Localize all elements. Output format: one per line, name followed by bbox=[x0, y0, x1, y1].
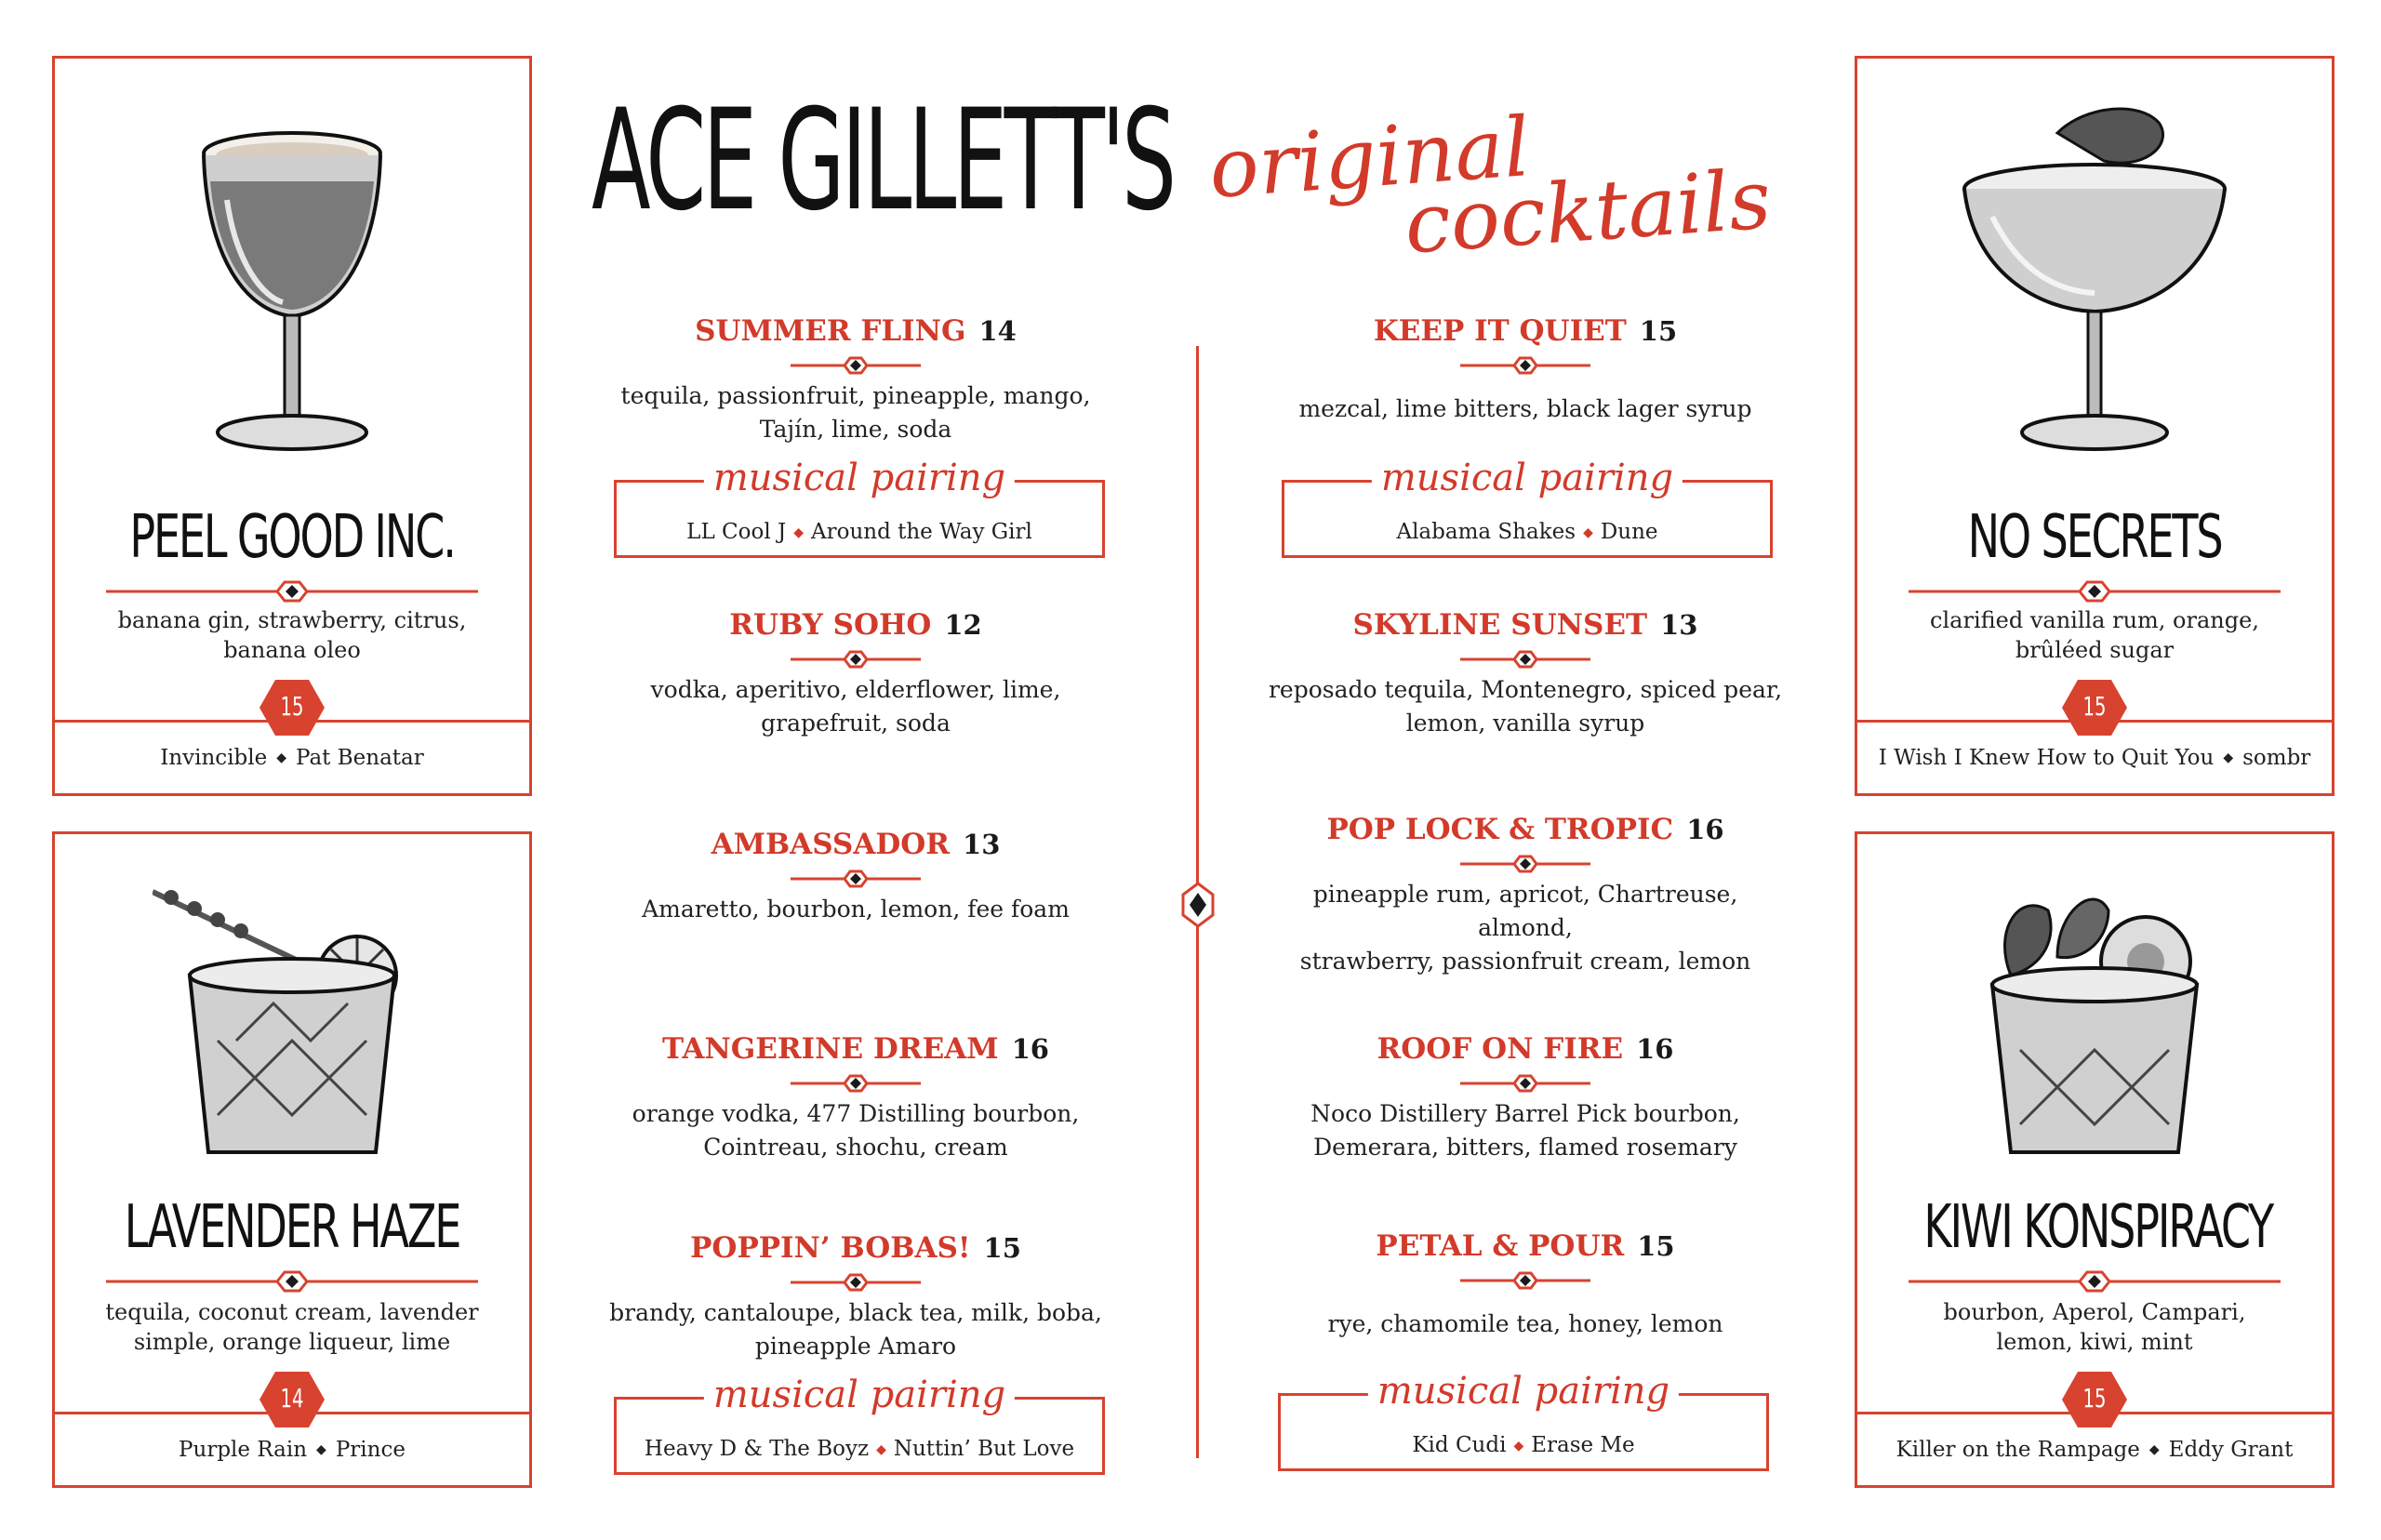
price-badge: 15 bbox=[259, 680, 325, 736]
card-description: clarified vanilla rum, orange, brûléed sugar bbox=[1930, 607, 2259, 663]
card-song-pairing: Killer on the Rampage ◆ Eddy Grant bbox=[1857, 1412, 2332, 1485]
menu-item-petal-pour: PETAL & POUR 15 rye, chamomile tea, honey, lemon bbox=[1327, 1229, 1723, 1337]
ornament-divider-icon bbox=[1909, 578, 2281, 605]
ornament-divider-icon bbox=[106, 1268, 478, 1295]
price-badge: 15 bbox=[2062, 680, 2127, 736]
ornament-divider-icon bbox=[1460, 1268, 1590, 1293]
menu-item-tangerine-dream: TANGERINE DREAM 16 orange vodka, 477 Distilling bourbon, Cointreau, shochu, cream bbox=[632, 1032, 1080, 1161]
rocks-glass-kiwi-icon bbox=[1955, 873, 2234, 1171]
menu-item-keep-it-quiet: KEEP IT QUIET 15 mezcal, lime bitters, black lager syrup bbox=[1298, 314, 1752, 422]
card-description: bourbon, Aperol, Campari, lemon, kiwi, mint bbox=[1943, 1299, 2246, 1355]
ornament-divider-icon bbox=[791, 647, 921, 671]
ornament-divider-icon bbox=[106, 578, 478, 605]
ornament-divider-icon bbox=[791, 867, 921, 891]
rocks-glass-lavender-icon bbox=[153, 873, 432, 1171]
ornament-divider-icon bbox=[1460, 353, 1590, 378]
card-song-pairing: Invincible ◆ Pat Benatar bbox=[55, 720, 529, 793]
card-kiwi-konspiracy bbox=[1855, 831, 2334, 1488]
card-lavender-haze bbox=[52, 831, 532, 1488]
menu-item-ambassador: AMBASSADOR 13 Amaretto, bourbon, lemon, fee foam bbox=[642, 828, 1070, 923]
ornament-divider-icon bbox=[1460, 852, 1590, 876]
musical-pairing-box: musical pairing Kid Cudi ◆ Erase Me bbox=[1278, 1393, 1769, 1471]
ornament-divider-icon bbox=[791, 353, 921, 378]
coupe-glass-icon bbox=[1955, 96, 2234, 468]
title-script-original: original bbox=[1205, 99, 1534, 217]
price-badge: 14 bbox=[259, 1372, 325, 1427]
musical-pairing-box: musical pairing LL Cool J ◆ Around the Way Girl bbox=[614, 480, 1105, 558]
card-title: NO SECRETS bbox=[1967, 503, 2222, 572]
card-description: banana gin, strawberry, citrus, banana oleo bbox=[117, 607, 467, 663]
ornament-divider-icon bbox=[791, 1270, 921, 1294]
ornament-divider-icon bbox=[1460, 647, 1590, 671]
card-title: KIWI KONSPIRACY bbox=[1923, 1193, 2273, 1262]
menu-item-pop-lock-tropic: POP LOCK & TROPIC 16 pineapple rum, apricot, Chartreuse, almond, strawberry, passionfruit cream, lemon bbox=[1299, 813, 1751, 975]
card-title: PEEL GOOD INC. bbox=[129, 503, 455, 572]
card-song-pairing: Purple Rain ◆ Prince bbox=[55, 1412, 529, 1485]
price-badge: 15 bbox=[2062, 1372, 2127, 1427]
ornament-divider-icon bbox=[1460, 1071, 1590, 1095]
musical-pairing-box: musical pairing Alabama Shakes ◆ Dune bbox=[1282, 480, 1773, 558]
menu-item-skyline-sunset: SKYLINE SUNSET 13 reposado tequila, Montenegro, spiced pear, lemon, vanilla syrup bbox=[1268, 608, 1783, 737]
card-peel-good-inc bbox=[52, 56, 532, 796]
title-script-cocktails: cocktails bbox=[1401, 151, 1775, 272]
menu-item-ruby-soho: RUBY SOHO 12 vodka, aperitivo, elderflower, lime, grapefruit, soda bbox=[650, 608, 1061, 737]
menu-item-roof-on-fire: ROOF ON FIRE 16 Noco Distillery Barrel Pick bourbon, Demerara, bitters, flamed rosemary bbox=[1310, 1032, 1740, 1161]
nick-glass-icon bbox=[190, 116, 394, 470]
card-no-secrets bbox=[1855, 56, 2334, 796]
card-description: tequila, coconut cream, lavender simple, orange liqueur, lime bbox=[105, 1299, 479, 1355]
center-ornament-icon bbox=[1180, 882, 1216, 928]
ornament-divider-icon bbox=[791, 1071, 921, 1095]
card-song-pairing: I Wish I Knew How to Quit You ◆ sombr bbox=[1857, 720, 2332, 793]
menu-item-summer-fling: SUMMER FLING 14 tequila, passionfruit, pineapple, mango, Tajín, lime, soda bbox=[620, 314, 1091, 443]
ornament-divider-icon bbox=[1909, 1268, 2281, 1295]
card-title: LAVENDER HAZE bbox=[124, 1193, 460, 1262]
menu-title: ACE GILLETT'S bbox=[592, 80, 1174, 242]
menu-item-poppin-bobas: POPPIN’ BOBAS! 15 brandy, cantaloupe, black tea, milk, boba, pineapple Amaro bbox=[609, 1231, 1102, 1360]
musical-pairing-box: musical pairing Heavy D & The Boyz ◆ Nuttin’ But Love bbox=[614, 1397, 1105, 1475]
